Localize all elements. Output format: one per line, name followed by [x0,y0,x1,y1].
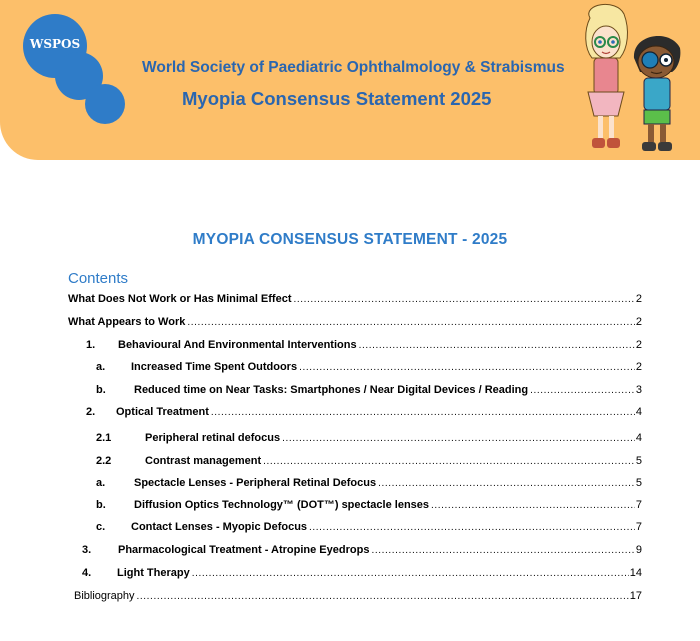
toc-page: 2 [635,316,642,328]
toc-item[interactable] [74,590,642,602]
toc-label: Behavioural And Environmental Interventions [118,339,357,351]
organization-name: World Society of Paediatric Ophthalmology & Strabismus [142,59,565,76]
toc-label: Contact Lenses - Myopic Defocus [131,521,308,533]
toc-leader [137,591,629,602]
toc-item[interactable] [96,499,642,511]
toc-page: 9 [635,544,642,556]
header-banner [0,0,700,160]
toc-number: 3. [82,544,92,556]
toc-label: Peripheral retinal defocus [145,432,281,444]
toc-page: 4 [635,406,642,418]
toc-page: 2 [635,293,642,305]
toc-page: 7 [635,521,642,533]
toc-leader [371,545,634,556]
toc-leader [309,522,635,533]
document-title: MYOPIA CONSENSUS STATEMENT - 2025 [192,231,508,248]
toc-item[interactable] [68,293,642,305]
toc-number: b. [96,384,106,396]
toc-label: What Appears to Work [68,316,186,328]
toc-page: 3 [635,384,642,396]
toc-item[interactable] [96,384,642,396]
toc-leader [263,456,635,467]
children-illustration [572,0,700,160]
toc-label: What Does Not Work or Has Minimal Effect [68,293,292,305]
logo-text: WSPOS [29,37,81,51]
toc-number: 1. [86,339,96,351]
toc-page: 2 [635,339,642,351]
toc-label: Reduced time on Near Tasks: Smartphones / Near Digital Devices / Reading [134,384,529,396]
toc-item[interactable] [96,455,642,467]
toc-number: 2. [86,406,96,418]
toc-page: 17 [629,590,642,602]
boy-figure [634,36,680,151]
toc-item[interactable] [96,521,642,533]
logo-circle-small [85,84,125,124]
toc-page: 5 [635,455,642,467]
toc-leader [378,478,635,489]
toc-page: 2 [635,361,642,373]
toc-leader [294,294,635,305]
toc-leader [530,385,635,396]
toc-item[interactable] [82,567,642,579]
toc-leader [192,568,629,579]
banner-title: Myopia Consensus Statement 2025 [182,88,492,109]
toc-page: 7 [635,499,642,511]
toc-leader [299,362,635,373]
girl-figure [586,4,628,148]
toc-item[interactable] [96,477,642,489]
toc-label: Increased Time Spent Outdoors [131,361,298,373]
toc-number: b. [96,499,106,511]
toc-number: a. [96,361,106,373]
toc-item[interactable] [86,406,642,418]
toc-label: Diffusion Optics Technology™ (DOT™) spectacle lenses [134,499,430,511]
toc-page: 4 [635,432,642,444]
toc-number: a. [96,477,106,489]
toc-label: Contrast management [145,455,262,467]
toc-page: 14 [629,567,642,579]
toc-leader [282,433,635,444]
toc-number: 2.1 [96,432,112,444]
toc-label: Optical Treatment [116,406,209,418]
toc-leader [211,407,635,418]
toc-leader [431,500,635,511]
toc-leader [359,340,635,351]
toc-page: 5 [635,477,642,489]
toc-number: 2.2 [96,455,112,467]
toc-label: Pharmacological Treatment - Atropine Eyedrops [118,544,370,556]
toc-label: Spectacle Lenses - Peripheral Retinal Defocus [134,477,377,489]
toc-number: c. [96,521,106,533]
toc-item[interactable] [86,339,642,351]
toc-item[interactable] [82,544,642,556]
contents-heading: Contents [68,270,129,287]
toc-leader [187,317,635,328]
toc-label: Bibliography [74,590,135,602]
toc-item[interactable] [96,432,642,444]
wspos-logo [0,0,140,130]
toc-item[interactable] [68,316,642,328]
toc-label: Light Therapy [117,567,190,579]
toc-number: 4. [82,567,92,579]
toc-item[interactable] [96,361,642,373]
